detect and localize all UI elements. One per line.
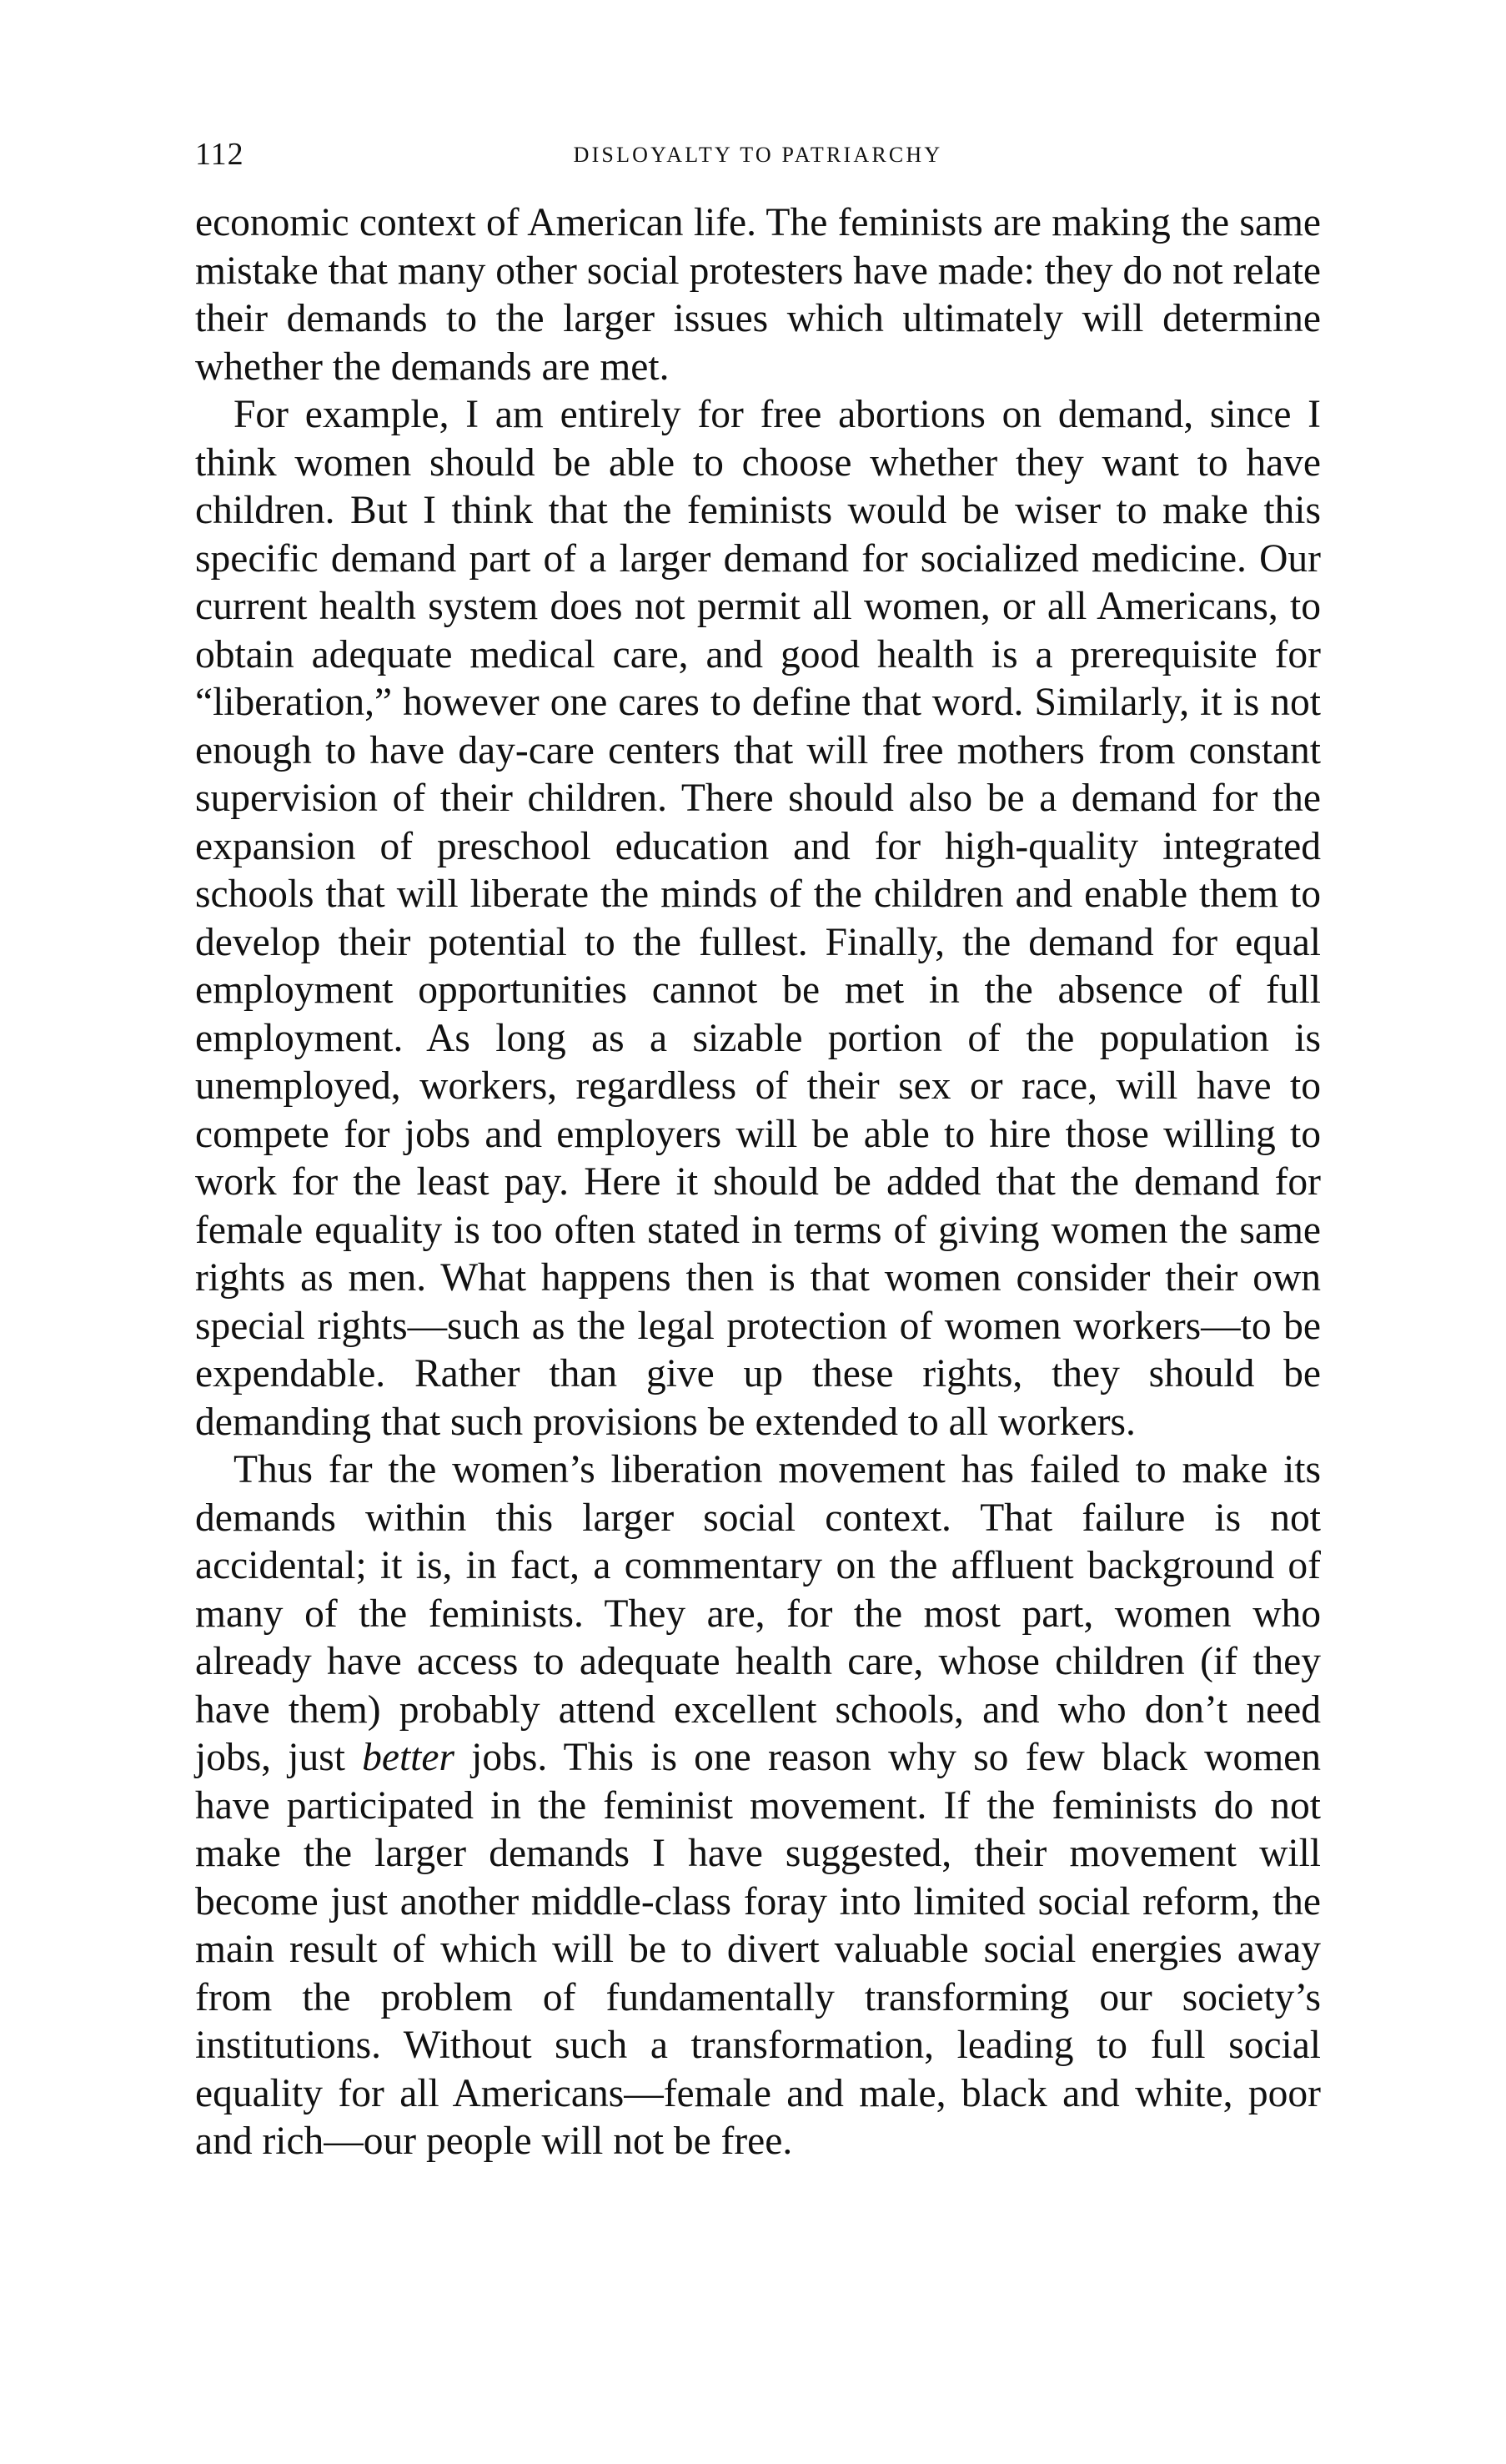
paragraph-3-text-start: Thus far the women’s liberation movement has failed to make its demands within this larger social context. That failure is not accidental; it is, in fact, a commentary on the affluent background of many of the feminists. They are, for the most part, women who already have access to adequate health care, whose children (if they have them) probably attend excellent schools, and who don’t need jobs, just (195, 1448, 1321, 1779)
body-text (195, 199, 1321, 2166)
page-number: 112 (195, 137, 244, 172)
paragraph-1-text: economic context of American life. The feminists are making the same mistake that many other social protesters have made: they do not relate their demands to the larger issues which ultimately will determine whether the demands are met. (195, 201, 1321, 389)
paragraph-2-text: For example, I am entirely for free abortions on demand, since I think women should be able to choose whether they want to have children. But I think that the feminists would be wiser to make this specific demand part of a larger demand for socialized medicine. Our current health system does not permit all women, or all Americans, to obtain adequate medical care, and good health is a prerequisite for “liberation,” however one cares to define that word. Similarly, it is not enough to have day-care centers that will free mothers from constant supervision of their children. There should also be a demand for the expansion of preschool education and for high-quality integrated schools that will liberate the minds of the children and enable them to develop their potential to the fullest. Finally, the demand for equal employment opportunities cannot be met in the absence of full employment. As long as a sizable portion of the population is unemployed, workers, regardless of their sex or race, will have to compete for jobs and employers will be able to hire those willing to work for the least pay. Here it should be added that the demand for female equality is too often stated in terms of giving women the same rights as men. What happens then is that women consider their own special rights—such as the legal protection of women workers—to be expendable. Rather than give up these rights, they should be demanding that such provisions be extended to all workers. (195, 393, 1321, 1444)
paragraph-3-text-end: jobs. This is one reason why so few black women have participated in the feminist movement. If the feminists do not make the larger demands I have suggested, their movement will become just another middle-class foray into limited social reform, the main result of which will be to divert valuable social energies away from the problem of fundamentally transforming our society’s institutions. Without such a transformation, leading to full social equality for all Americans—female and male, black and white, poor and rich—our people will not be free. (195, 1736, 1321, 2163)
paragraph-1 (195, 199, 1321, 391)
paragraph-2 (195, 391, 1321, 1446)
paragraph-3 (195, 1446, 1321, 2166)
running-title: DISLOYALTY TO PATRIARCHY (573, 143, 943, 167)
running-head (195, 133, 1321, 175)
emphasized-word: better (362, 1736, 454, 1779)
